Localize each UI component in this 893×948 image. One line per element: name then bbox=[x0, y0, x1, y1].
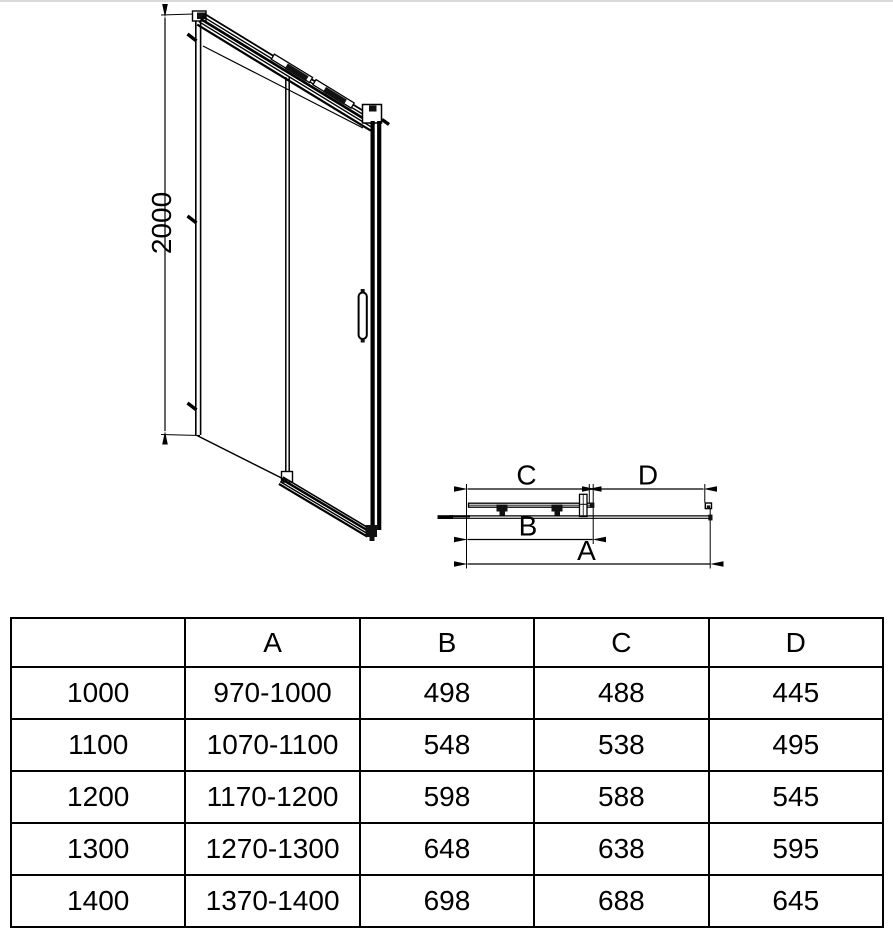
dimension-a-label: A bbox=[577, 535, 596, 566]
header-cell-size bbox=[11, 618, 185, 667]
dimension-b-label: B bbox=[518, 510, 538, 542]
dimension-d bbox=[596, 460, 704, 491]
table-row bbox=[11, 875, 883, 927]
left-wall-profile bbox=[188, 11, 207, 435]
plan-roller-2 bbox=[552, 505, 563, 512]
cell-size: 1100 bbox=[11, 719, 185, 771]
cell-size: 1300 bbox=[11, 823, 185, 875]
cell-a: 1170-1200 bbox=[185, 771, 359, 823]
cell-c: 538 bbox=[534, 719, 708, 771]
cell-size: 1200 bbox=[11, 771, 185, 823]
bottom-rail bbox=[197, 436, 377, 542]
cell-d: 595 bbox=[709, 823, 883, 875]
cell-c: 638 bbox=[534, 823, 708, 875]
cell-d: 645 bbox=[709, 875, 883, 927]
right-door-stile bbox=[373, 121, 380, 530]
dimension-d-label: D bbox=[637, 459, 659, 491]
cell-b: 498 bbox=[360, 667, 534, 719]
cell-a: 1370-1400 bbox=[185, 875, 359, 927]
dimension-c bbox=[468, 460, 589, 491]
cell-size: 1400 bbox=[11, 875, 185, 927]
front-view bbox=[146, 11, 389, 541]
header-cell-b: B bbox=[360, 618, 534, 667]
height-dimension-label: 2000 bbox=[146, 191, 177, 255]
sliding-panel-edge bbox=[282, 77, 293, 482]
cell-b: 648 bbox=[360, 823, 534, 875]
cell-size: 1000 bbox=[11, 667, 185, 719]
table-header-row bbox=[11, 618, 883, 667]
size-table bbox=[10, 617, 884, 928]
cell-c: 688 bbox=[534, 875, 708, 927]
cell-b: 598 bbox=[360, 771, 534, 823]
cell-a: 1070-1100 bbox=[185, 719, 359, 771]
dimension-c-label: C bbox=[516, 459, 537, 491]
cell-d: 545 bbox=[709, 771, 883, 823]
plan-guide-block bbox=[590, 503, 595, 508]
header-cell-a: A bbox=[185, 618, 359, 667]
height-dimension bbox=[146, 14, 200, 436]
roller-carriages bbox=[271, 54, 354, 108]
plan-view bbox=[438, 460, 713, 569]
glass-top-edge bbox=[203, 46, 363, 128]
cell-b: 548 bbox=[360, 719, 534, 771]
size-table-container bbox=[10, 617, 884, 928]
table-row bbox=[11, 667, 883, 719]
top-rail bbox=[197, 14, 377, 131]
cell-a: 1270-1300 bbox=[185, 823, 359, 875]
table-row bbox=[11, 771, 883, 823]
table-row bbox=[11, 719, 883, 771]
cell-d: 445 bbox=[709, 667, 883, 719]
cell-a: 970-1000 bbox=[185, 667, 359, 719]
cell-d: 495 bbox=[709, 719, 883, 771]
door-handle bbox=[359, 289, 367, 343]
header-cell-c: C bbox=[534, 618, 708, 667]
dimension-b bbox=[468, 511, 593, 542]
cell-c: 488 bbox=[534, 667, 708, 719]
header-cell-d: D bbox=[709, 618, 883, 667]
top-right-corner-block bbox=[363, 105, 390, 125]
table-row bbox=[11, 823, 883, 875]
cell-b: 698 bbox=[360, 875, 534, 927]
cell-c: 588 bbox=[534, 771, 708, 823]
glass-bottom-edge bbox=[197, 436, 288, 482]
plan-roller-1 bbox=[497, 505, 508, 512]
